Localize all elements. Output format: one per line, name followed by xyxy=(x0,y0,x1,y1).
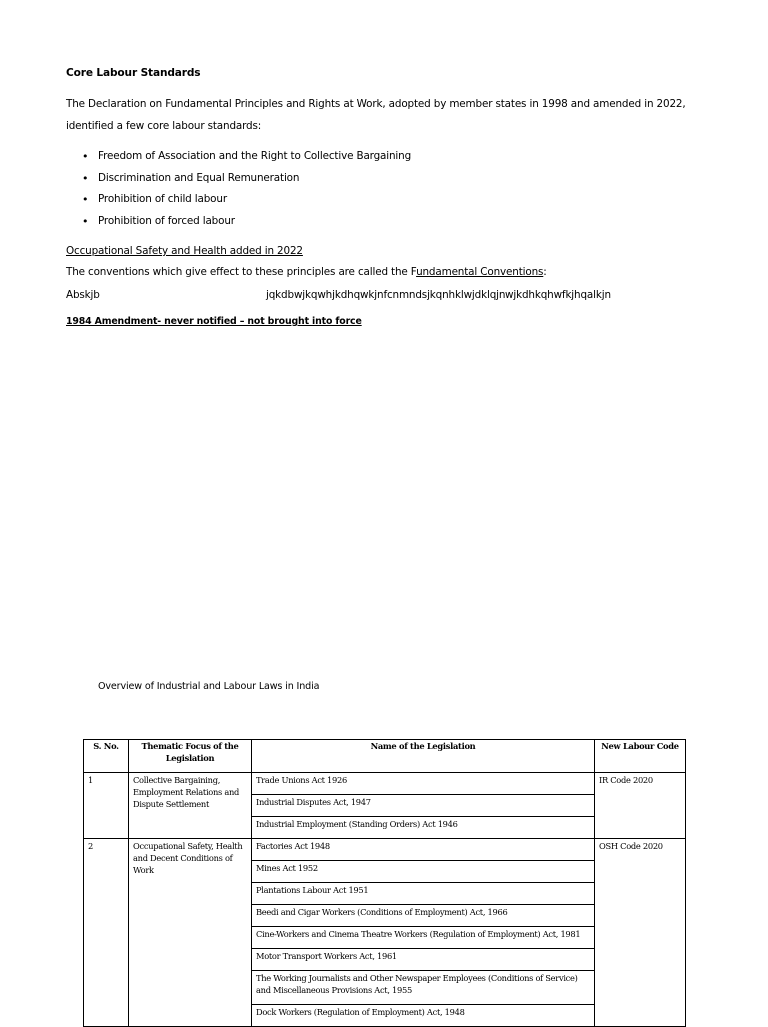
table-row xyxy=(84,839,686,861)
conventions-prefix: The conventions which give effect to these principles are called the F xyxy=(66,266,417,278)
cell-legislation: Dock Workers (Regulation of Employment) Act, 1948 xyxy=(252,1005,595,1027)
cell-legislation: Mines Act 1952 xyxy=(252,861,595,883)
cell-legislation: Beedi and Cigar Workers (Conditions of Employment) Act, 1966 xyxy=(252,905,595,927)
cell-legislation: Plantations Labour Act 1951 xyxy=(252,883,595,905)
section-heading: Core Labour Standards xyxy=(66,67,201,79)
table-row xyxy=(84,773,686,795)
core-standards-list xyxy=(78,146,411,233)
table-caption: Overview of Industrial and Labour Laws in India xyxy=(98,681,320,692)
conventions-line xyxy=(66,266,547,278)
labour-laws-table xyxy=(83,739,686,1027)
list-item: • Prohibition of forced labour xyxy=(78,211,411,233)
fundamental-conventions-text: undamental Conventions xyxy=(416,266,544,278)
cell-sno: 1 xyxy=(84,773,129,839)
header-legislation: Name of the Legislation xyxy=(252,740,595,773)
osh-note: Occupational Safety and Health added in 2022 xyxy=(66,245,303,257)
list-item: • Prohibition of child labour xyxy=(78,189,411,211)
conventions-suffix: : xyxy=(543,266,547,278)
intro-paragraph: The Declaration on Fundamental Principles and Rights at Work, adopted by member states in 1998 and amended in 2022, identified a few core labour standards: xyxy=(66,98,686,132)
cell-labour-code: IR Code 2020 xyxy=(595,773,686,839)
cell-labour-code: OSH Code 2020 xyxy=(595,839,686,1027)
header-labour-code: New Labour Code xyxy=(595,740,686,773)
cell-legislation: Factories Act 1948 xyxy=(252,839,595,861)
list-item: • Freedom of Association and the Right to Collective Bargaining xyxy=(78,146,411,168)
cell-focus: Collective Bargaining, Employment Relations and Dispute Settlement xyxy=(129,773,252,839)
cell-legislation: Industrial Disputes Act, 1947 xyxy=(252,795,595,817)
cell-sno: 2 xyxy=(84,839,129,1027)
scratch-text-c: wjkdhkqhwfkjhqalkjn xyxy=(505,289,611,301)
cell-focus: Occupational Safety, Health and Decent Conditions of Work xyxy=(129,839,252,1027)
amendment-note: 1984 Amendment- never notified – not brought into force xyxy=(66,316,362,327)
scratch-text-b: jqkdbwjkqwhjkdhqwkjnfcnmndsjkqnhklwjdklqjn xyxy=(266,289,506,301)
cell-legislation: Motor Transport Workers Act, 1961 xyxy=(252,949,595,971)
cell-legislation: Cine-Workers and Cinema Theatre Workers (Regulation of Employment) Act, 1981 xyxy=(252,927,595,949)
table-header-row xyxy=(84,740,686,773)
cell-legislation: The Working Journalists and Other Newspaper Employees (Conditions of Service) and Miscellaneous Provisions Act, 1955 xyxy=(252,971,595,1005)
header-focus: Thematic Focus of the Legislation xyxy=(129,740,252,773)
cell-legislation: Industrial Employment (Standing Orders) Act 1946 xyxy=(252,817,595,839)
list-item: • Discrimination and Equal Remuneration xyxy=(78,168,411,190)
header-sno: S. No. xyxy=(84,740,129,773)
cell-legislation: Trade Unions Act 1926 xyxy=(252,773,595,795)
scratch-text-a: Abskjb xyxy=(66,289,100,301)
